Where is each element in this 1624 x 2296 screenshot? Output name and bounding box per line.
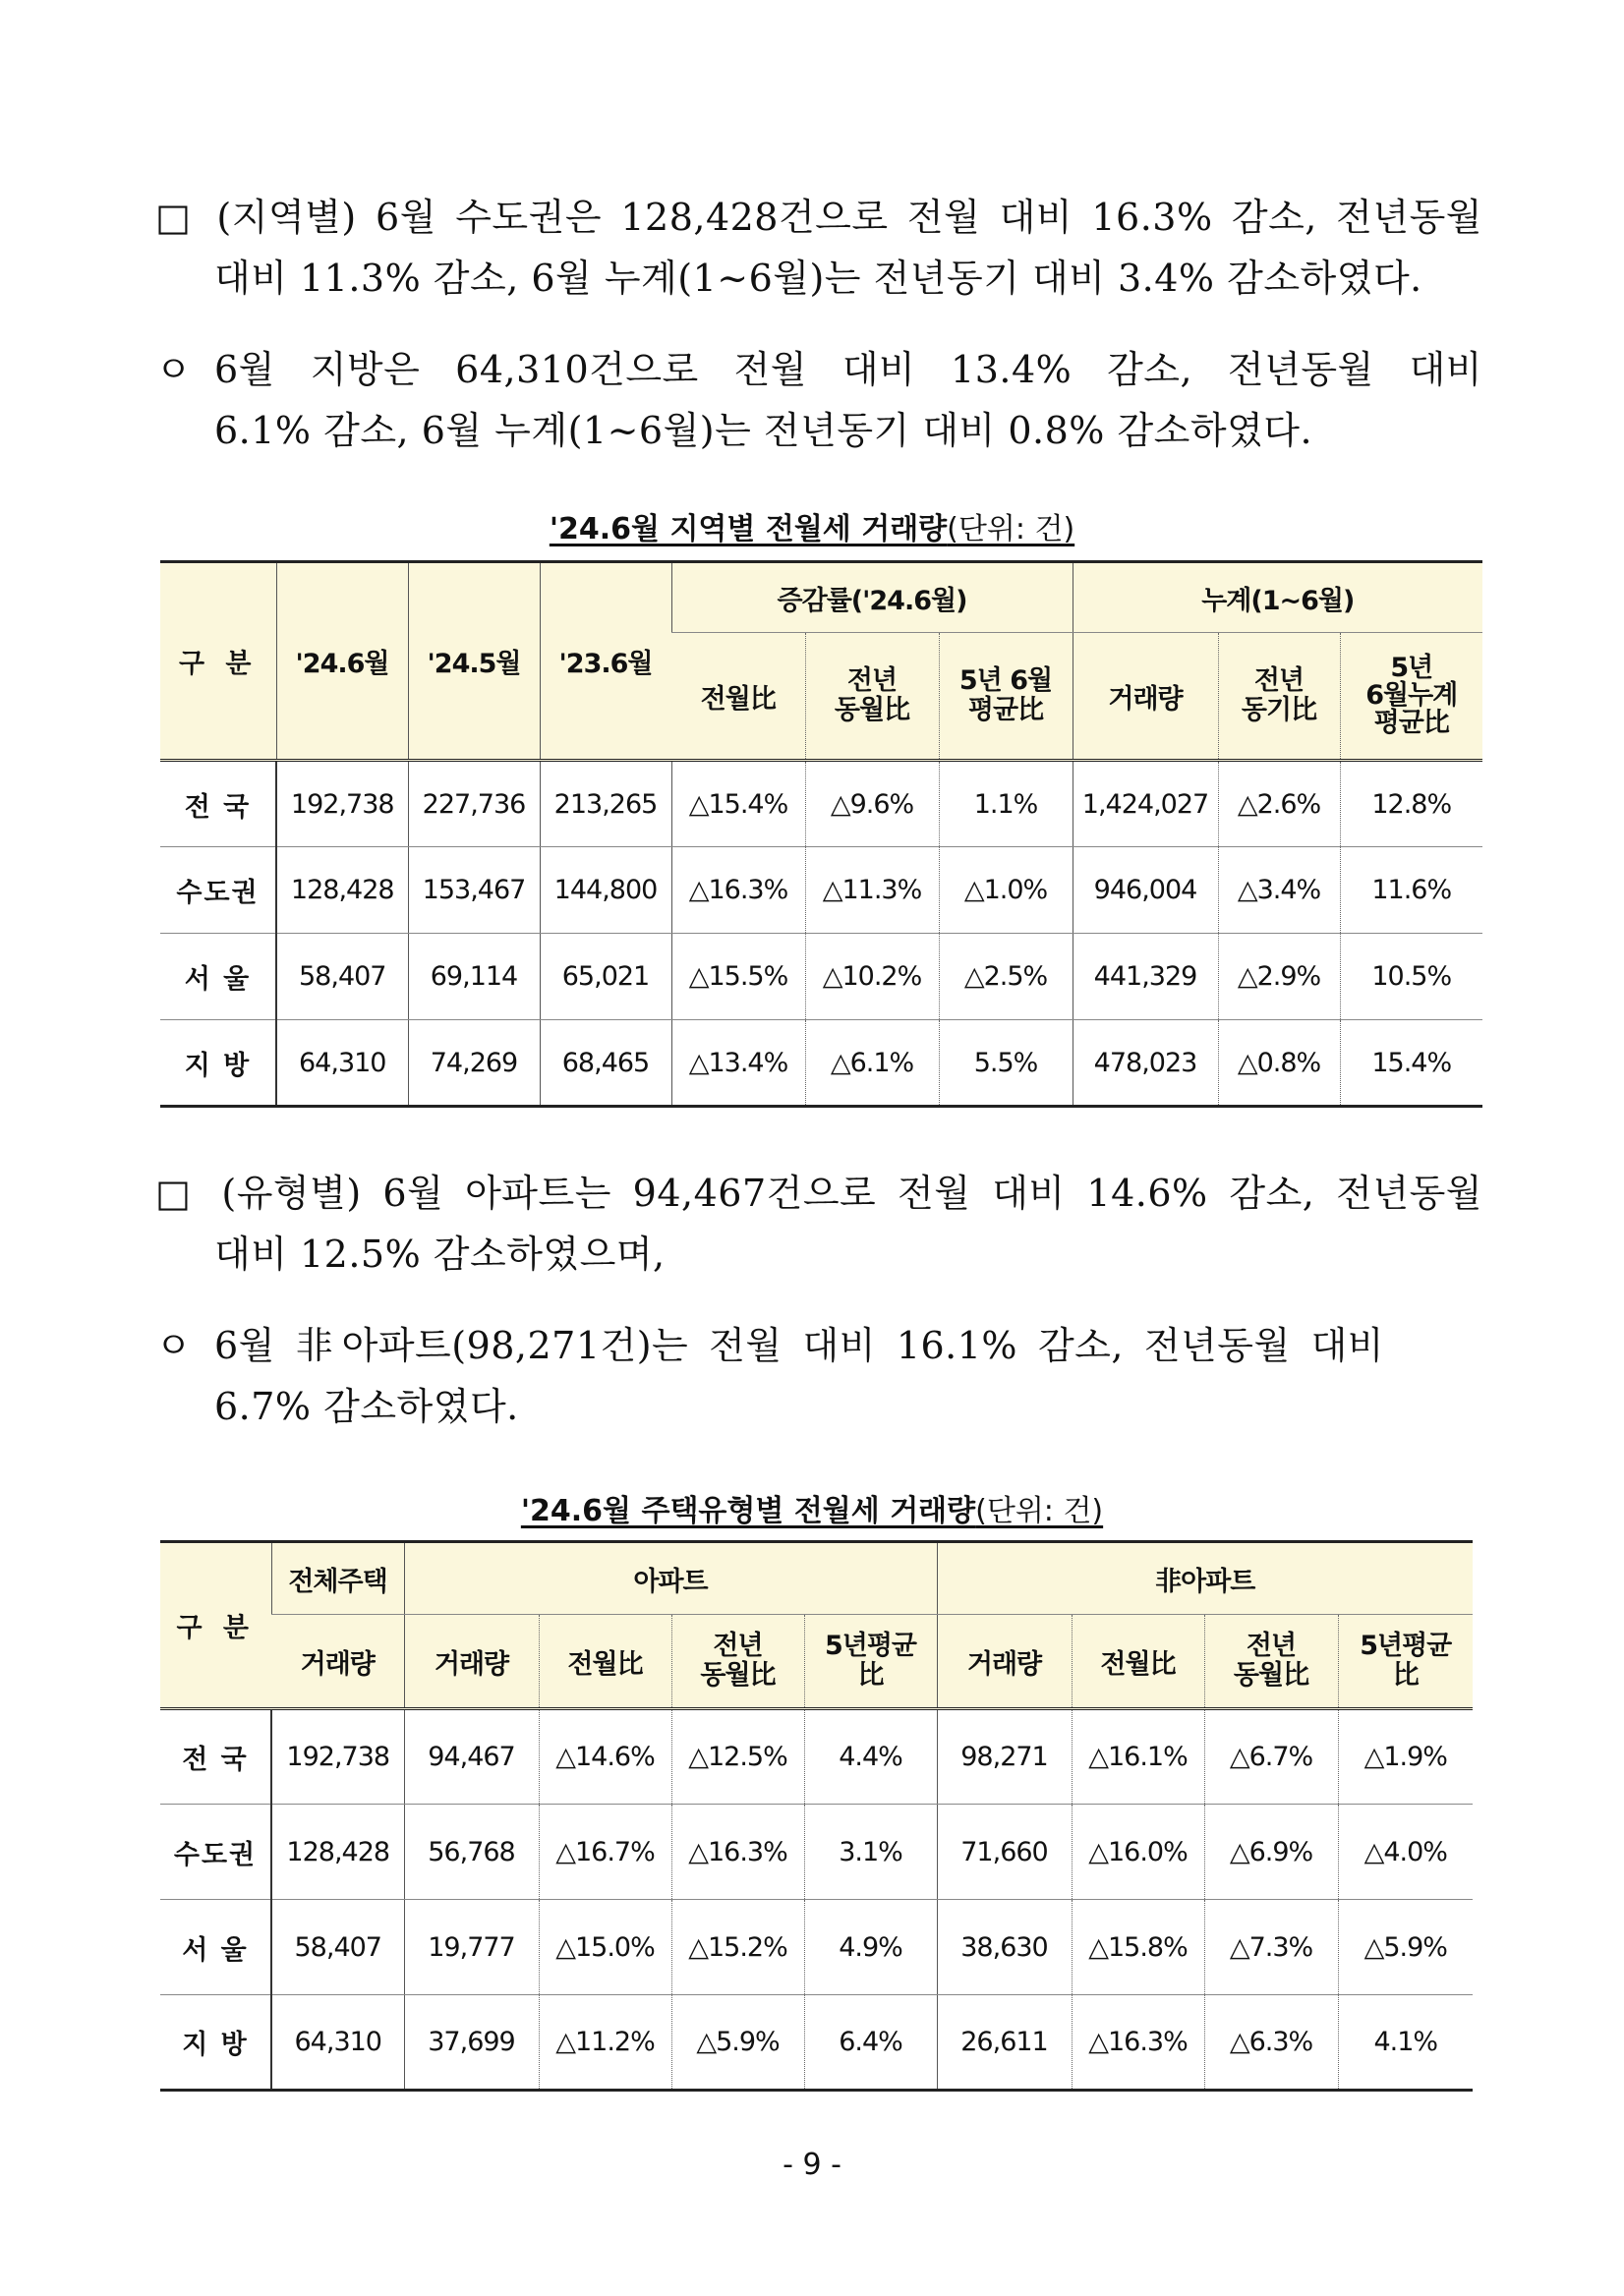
table-cell: △16.3%	[1072, 1995, 1204, 2091]
table-cell: △1.9%	[1338, 1709, 1473, 1805]
table-cell: △2.6%	[1218, 761, 1340, 847]
header-category: 구 분	[160, 1542, 271, 1709]
row-label: 수도권	[160, 847, 276, 934]
table-cell: 15.4%	[1340, 1020, 1482, 1107]
table-cell: △5.9%	[1338, 1900, 1473, 1995]
table-cell: 4.4%	[804, 1709, 937, 1805]
row-label: 지 방	[160, 1995, 271, 2091]
row-label: 수도권	[160, 1805, 271, 1900]
table-cell: △16.7%	[539, 1805, 671, 1900]
table1-unit: (단위: 건)	[947, 512, 1075, 546]
table-cell: △11.3%	[805, 847, 939, 934]
table-cell: △15.5%	[671, 934, 805, 1020]
region-local-paragraph	[155, 339, 1482, 461]
table-cell: △1.0%	[939, 847, 1073, 934]
row-label: 전 국	[160, 1709, 271, 1805]
row-label: 지 방	[160, 1020, 276, 1107]
row-label: 서 울	[160, 934, 276, 1020]
table-cell: 5.5%	[939, 1020, 1073, 1107]
header-apt-avg5: 5년평균 比	[804, 1615, 937, 1709]
table-cell: 19,777	[404, 1900, 539, 1995]
table-cell: 71,660	[937, 1805, 1072, 1900]
header-non-apartment-group: 非아파트	[937, 1542, 1473, 1615]
table-cell: △16.0%	[1072, 1805, 1204, 1900]
table-cell: △15.2%	[671, 1900, 804, 1995]
table-cell: △2.5%	[939, 934, 1073, 1020]
table-cell: 227,736	[408, 761, 540, 847]
table2-caption	[0, 1486, 1624, 1529]
region-local-line1: 6월 지방은 64,310건으로 전월 대비 13.4% 감소, 전년동월 대비	[214, 348, 1482, 391]
table-cell: △15.4%	[671, 761, 805, 847]
table-cell: 128,428	[271, 1805, 404, 1900]
header-cumulative-group: 누계(1~6월)	[1073, 562, 1482, 633]
table-cell: △15.8%	[1072, 1900, 1204, 1995]
table-cell: 153,467	[408, 847, 540, 934]
table-cell: 10.5%	[1340, 934, 1482, 1020]
table-cell: △16.3%	[671, 1805, 804, 1900]
table-row	[160, 847, 1482, 934]
table-cell: 94,467	[404, 1709, 539, 1805]
circle-bullet-icon: ㅇ	[155, 348, 193, 391]
table-cell: △6.3%	[1204, 1995, 1338, 2091]
table-cell: △10.2%	[805, 934, 939, 1020]
table-cell: △6.7%	[1204, 1709, 1338, 1805]
header-jun24: '24.6월	[276, 562, 408, 761]
table-row	[160, 1995, 1473, 2091]
header-change-group: 증감률('24.6월)	[671, 562, 1073, 633]
region-local-line1-wrap	[155, 339, 1482, 400]
table-cell: 68,465	[540, 1020, 671, 1107]
header-nonapt-volume: 거래량	[937, 1615, 1072, 1709]
table-cell: 4.9%	[804, 1900, 937, 1995]
header-nonapt-mom: 전월比	[1072, 1615, 1204, 1709]
table-cell: △12.5%	[671, 1709, 804, 1805]
table-cell: △13.4%	[671, 1020, 805, 1107]
table-cell: △3.4%	[1218, 847, 1340, 934]
table-cell: 144,800	[540, 847, 671, 934]
header-apt-volume: 거래량	[404, 1615, 539, 1709]
table-cell: 213,265	[540, 761, 671, 847]
table-cell: 128,428	[276, 847, 408, 934]
header-may24: '24.5월	[408, 562, 540, 761]
region-local-line2: 6.1% 감소, 6월 누계(1~6월)는 전년동기 대비 0.8% 감소하였다.	[214, 409, 1313, 452]
table-cell: △7.3%	[1204, 1900, 1338, 1995]
header-apt-yoy: 전년 동월比	[671, 1615, 804, 1709]
region-summary-line2: 대비 11.3% 감소, 6월 누계(1~6월)는 전년동기 대비 3.4% 감소하였다.	[214, 257, 1422, 300]
table-cell: 946,004	[1073, 847, 1218, 934]
table-row	[160, 1709, 1473, 1805]
table-cell: 11.6%	[1340, 847, 1482, 934]
table-row	[160, 934, 1482, 1020]
table-row	[160, 1805, 1473, 1900]
row-label: 서 울	[160, 1900, 271, 1995]
table-cell: 1,424,027	[1073, 761, 1218, 847]
table-cell: 1.1%	[939, 761, 1073, 847]
type-nonapt-paragraph	[155, 1315, 1384, 1437]
table-cell: 37,699	[404, 1995, 539, 2091]
table-cell: 478,023	[1073, 1020, 1218, 1107]
table-row	[160, 1900, 1473, 1995]
header-mom: 전월比	[671, 633, 805, 761]
header-nonapt-yoy: 전년 동월比	[1204, 1615, 1338, 1709]
header-jun23: '23.6월	[540, 562, 671, 761]
table-cell: △4.0%	[1338, 1805, 1473, 1900]
header-cum-yoy: 전년 동기比	[1218, 633, 1340, 761]
table-cell: 74,269	[408, 1020, 540, 1107]
table-cell: 58,407	[271, 1900, 404, 1995]
table2-title: '24.6월 주택유형별 전월세 거래량	[520, 1494, 976, 1528]
header-total-volume: 거래량	[271, 1615, 404, 1709]
table-cell: 98,271	[937, 1709, 1072, 1805]
table-cell: △6.1%	[805, 1020, 939, 1107]
page-number: - 9 -	[783, 2148, 841, 2182]
type-summary-line2: 대비 12.5% 감소하였으며,	[214, 1233, 666, 1276]
header-total-housing: 전체주택	[271, 1542, 404, 1615]
region-summary-paragraph	[155, 187, 1482, 309]
table-cell: 12.8%	[1340, 761, 1482, 847]
header-avg5: 5년 6월 평균比	[939, 633, 1073, 761]
table-cell: △9.6%	[805, 761, 939, 847]
header-cum-avg5: 5년 6월누계 평균比	[1340, 633, 1482, 761]
table-cell: △16.1%	[1072, 1709, 1204, 1805]
region-summary-line1: □ (지역별) 6월 수도권은 128,428건으로 전월 대비 16.3% 감소, 전년동월	[155, 196, 1482, 239]
type-nonapt-line1-wrap	[155, 1315, 1384, 1376]
region-table	[160, 560, 1482, 1108]
header-apartment-group: 아파트	[404, 1542, 937, 1615]
table-cell: 64,310	[271, 1995, 404, 2091]
table-cell: △5.9%	[671, 1995, 804, 2091]
type-nonapt-line2: 6.7% 감소하였다.	[214, 1385, 519, 1428]
housing-type-table-body	[160, 1709, 1473, 2091]
circle-bullet-icon: ㅇ	[155, 1324, 193, 1367]
table-cell: △2.9%	[1218, 934, 1340, 1020]
table1-caption	[0, 504, 1624, 547]
table-cell: 26,611	[937, 1995, 1072, 2091]
table-cell: 192,738	[271, 1709, 404, 1805]
table-cell: △15.0%	[539, 1900, 671, 1995]
table-cell: 58,407	[276, 934, 408, 1020]
type-nonapt-line1: 6월 非아파트(98,271건)는 전월 대비 16.1% 감소, 전년동월 대비	[214, 1324, 1384, 1367]
table-cell: 3.1%	[804, 1805, 937, 1900]
table-cell: △6.9%	[1204, 1805, 1338, 1900]
table2-unit: (단위: 건)	[975, 1494, 1104, 1528]
table-cell: 441,329	[1073, 934, 1218, 1020]
table-cell: 56,768	[404, 1805, 539, 1900]
header-yoy: 전년 동월比	[805, 633, 939, 761]
housing-type-table	[160, 1540, 1473, 2092]
header-apt-mom: 전월比	[539, 1615, 671, 1709]
table-cell: △11.2%	[539, 1995, 671, 2091]
table-cell: 64,310	[276, 1020, 408, 1107]
table-row	[160, 761, 1482, 847]
header-category: 구 분	[160, 562, 276, 761]
type-summary-paragraph	[155, 1163, 1482, 1285]
header-nonapt-avg5: 5년평균 比	[1338, 1615, 1473, 1709]
table-cell: △16.3%	[671, 847, 805, 934]
table1-title: '24.6월 지역별 전월세 거래량	[549, 512, 948, 546]
table-cell: △0.8%	[1218, 1020, 1340, 1107]
table-cell: 65,021	[540, 934, 671, 1020]
table-row	[160, 1020, 1482, 1107]
region-table-body	[160, 761, 1482, 1107]
table-cell: 192,738	[276, 761, 408, 847]
row-label: 전 국	[160, 761, 276, 847]
table-cell: 6.4%	[804, 1995, 937, 2091]
table-cell: 4.1%	[1338, 1995, 1473, 2091]
header-volume: 거래량	[1073, 633, 1218, 761]
table-cell: △14.6%	[539, 1709, 671, 1805]
type-summary-line1: □ (유형별) 6월 아파트는 94,467건으로 전월 대비 14.6% 감소, 전년동월	[155, 1172, 1482, 1215]
table-cell: 69,114	[408, 934, 540, 1020]
table-cell: 38,630	[937, 1900, 1072, 1995]
